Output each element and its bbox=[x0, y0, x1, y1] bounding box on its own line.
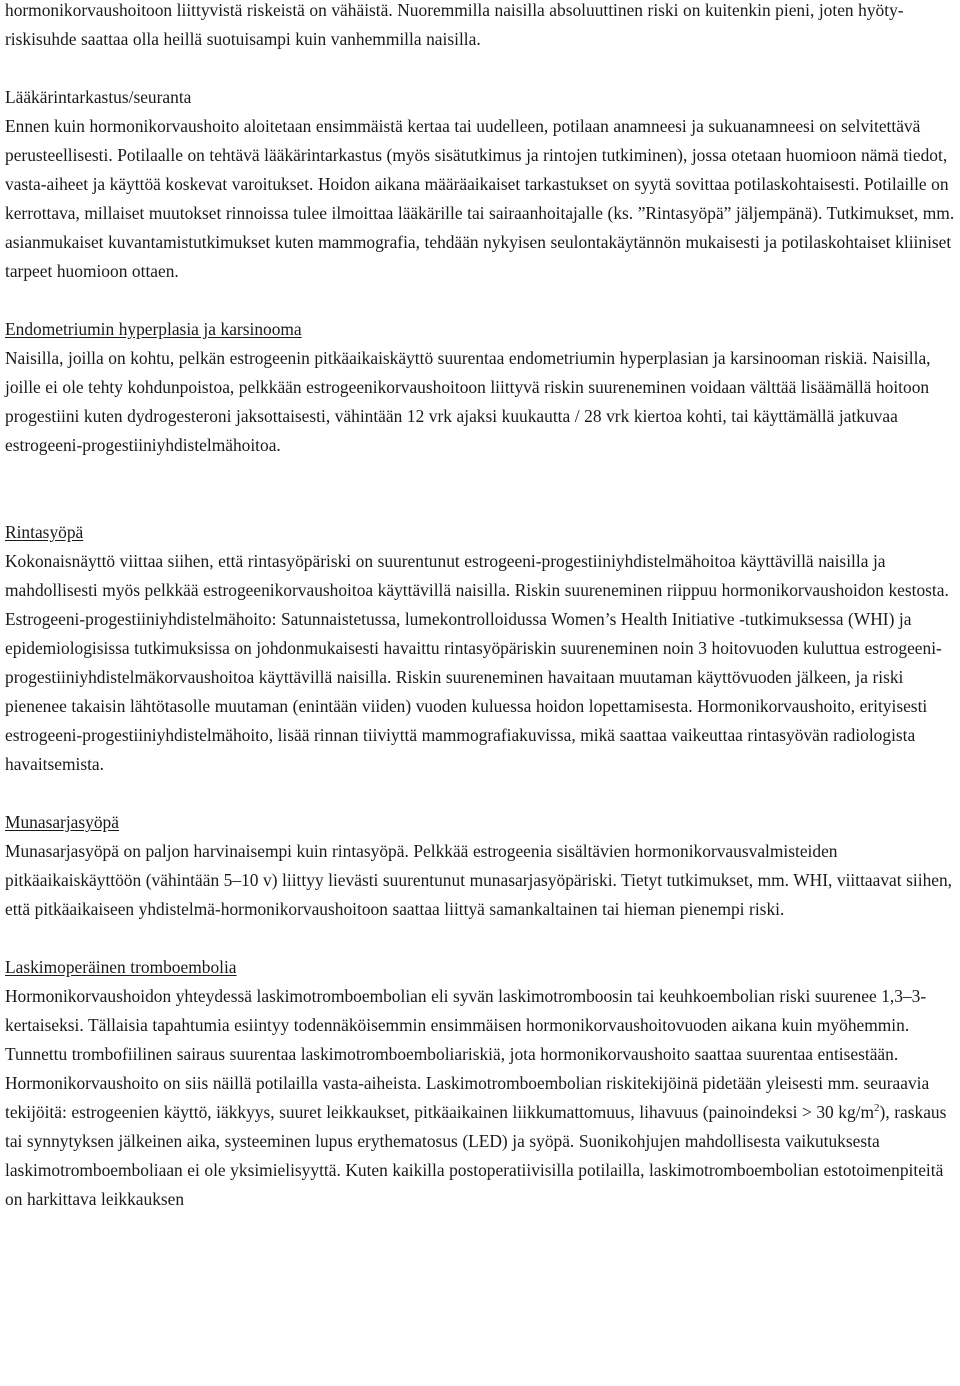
tromboembolia-text-1: Hormonikorvaushoidon yhteydessä laskimotromboembolian eli syvän laskimotromboosin tai keuhkoembolian riski suurenee 1,3–3-kertaiseksi. Tällaisia tapahtumia esiintyy todennäköisemmin ensimmäisen hormonikorvaushoitovuoden aikana kuin myöhemmin. Tunnettu trombofiilinen sairaus suurentaa laskimotromboemboliariskiä, jota hormonikorvaushoito saattaa suurentaa entisestään. Hormonikorvaushoito on siis näillä potilailla vasta-aiheista. Laskimotromboembolian riskitekijöinä pidetään yleisesti mm. seuraavia tekijöitä: estrogeenien käyttö, iäkkyys, suuret leikkaukset, pitkäaikainen liikkumattomuus, lihavuus (painoindeksi > 30 kg/m bbox=[5, 986, 930, 1122]
spacer bbox=[5, 54, 957, 83]
rintasyopa-paragraph-2-body: Satunnaistetussa, lumekontrolloidussa Women’s Health Initiative -tutkimuksessa (WHI) ja epidemiologisissa tutkimuksissa on johdonmukaisesti havaittu rintasyöpäriskin suureneminen noin 3 hoitovuoden kuluttua estrogeeni-progestiiniyhdistelmäkorvaushoitoa käyttävillä naisilla. Riskin suureneminen havaitaan muutaman käyttövuoden jälkeen, ja riski pienenee takaisin lähtötasolle muutaman (enintään viiden) vuoden kuluessa hoidon lopettamisesta. Hormonikorvaushoito, erityisesti estrogeeni-progestiiniyhdistelmähoito, lisää rinnan tiiviyttä mammografiakuvissa, mikä saattaa vaikeuttaa rintasyövän radiologista havaitsemista. bbox=[5, 609, 942, 774]
munasarjasyopa-paragraph: Munasarjasyöpä on paljon harvinaisempi kuin rintasyöpä. Pelkkää estrogeenia sisältävien hormonikorvausvalmisteiden pitkäaikaiskäyttöön (vähintään 5–10 v) liittyy lievästi suurentunut munasarjasyöpäriski. Tietyt tutkimukset, mm. WHI, viittaavat siihen, että pitkäaikaiseen yhdistelmä-hormonikorvaushoitoon saattaa liittyä samankaltainen tai hieman pienempi riski. bbox=[5, 841, 953, 919]
laakarintarkastus-paragraph: Ennen kuin hormonikorvaushoito aloitetaan ensimmäistä kertaa tai uudelleen, potilaan anamneesi ja sukuanamneesi on selvitettävä perusteellisesti. Potilaalle on tehtävä lääkärintarkastus (myös sisätutkimus ja rintojen tutkiminen), jossa otetaan huomioon nämä tiedot, vasta-aiheet ja käyttöä koskevat varoitukset. Hoidon aikana määräaikaiset tarkastukset on syytä sovittaa potilaskohtaisesti. Potilaille on kerrottava, millaiset muutokset rinnoissa tulee ilmoittaa lääkärille tai sairaanhoitajalle (ks. ”Rintasyöpä” jäljempänä). Tutkimukset, mm. asianmukaiset kuvantamistutkimukset kuten mammografia, tehdään nykyisen seulontakäytännön mukaisesti ja potilaskohtaiset kliiniset tarpeet huomioon ottaen. bbox=[5, 116, 955, 281]
rintasyopa-paragraph-2-lead: Estrogeeni-progestiiniyhdistelmähoito: bbox=[5, 609, 277, 629]
superscript-2: 2 bbox=[874, 1102, 880, 1115]
endometrium-heading: Endometriumin hyperplasia ja karsinooma bbox=[5, 319, 302, 339]
spacer bbox=[5, 924, 957, 953]
intro-paragraph: hormonikorvaushoitoon liittyvistä riskeistä on vähäistä. Nuoremmilla naisilla absoluuttinen riski on kuitenkin pieni, joten hyöty-riskisuhde saattaa olla heillä suotuisampi kuin vanhemmilla naisilla. bbox=[5, 0, 904, 49]
rintasyopa-heading: Rintasyöpä bbox=[5, 522, 84, 542]
tromboembolia-text-2: ), raskaus tai synnytyksen jälkeinen aika, systeeminen lupus erythematosus (LED) ja syöpä. Suonikohjujen mahdollisesta vaikutuksesta laskimotromboemboliaan ei ole yksimielisyyttä. Kuten kaikilla postoperatiivisilla potilailla, laskimotromboembolian estotoimenpiteitä on harkittava leikkauksen bbox=[5, 1102, 947, 1209]
spacer bbox=[5, 460, 957, 518]
laakarintarkastus-heading: Lääkärintarkastus/seuranta bbox=[5, 87, 192, 107]
spacer bbox=[5, 286, 957, 315]
tromboembolia-heading: Laskimoperäinen tromboembolia bbox=[5, 957, 237, 977]
spacer bbox=[5, 779, 957, 808]
tromboembolia-paragraph bbox=[5, 982, 957, 1214]
endometrium-paragraph: Naisilla, joilla on kohtu, pelkän estrogeenin pitkäaikaiskäyttö suurentaa endometriumin hyperplasian ja karsinooman riskiä. Naisilla, joille ei ole tehty kohdunpoistoa, pelkkään estrogeenikorvaushoitoon liittyvä riskin suureneminen voidaan välttää lisäämällä hoitoon progestiini kuten dydrogesteroni jaksottaisesti, vähintään 12 vrk ajaksi kuukautta / 28 vrk kiertoa kohti, tai käyttämällä jatkuvaa estrogeeni-progestiiniyhdistelmähoitoa. bbox=[5, 348, 931, 455]
document-page bbox=[5, 0, 957, 1214]
rintasyopa-paragraph-2 bbox=[5, 605, 957, 779]
munasarjasyopa-heading: Munasarjasyöpä bbox=[5, 812, 119, 832]
rintasyopa-paragraph-1: Kokonaisnäyttö viittaa siihen, että rintasyöpäriski on suurentunut estrogeeni-progestiiniyhdistelmähoitoa käyttävillä naisilla ja mahdollisesti myös pelkkää estrogeenikorvaushoitoa käyttävillä naisilla. Riskin suureneminen riippuu hormonikorvaushoidon kestosta. bbox=[5, 551, 949, 600]
